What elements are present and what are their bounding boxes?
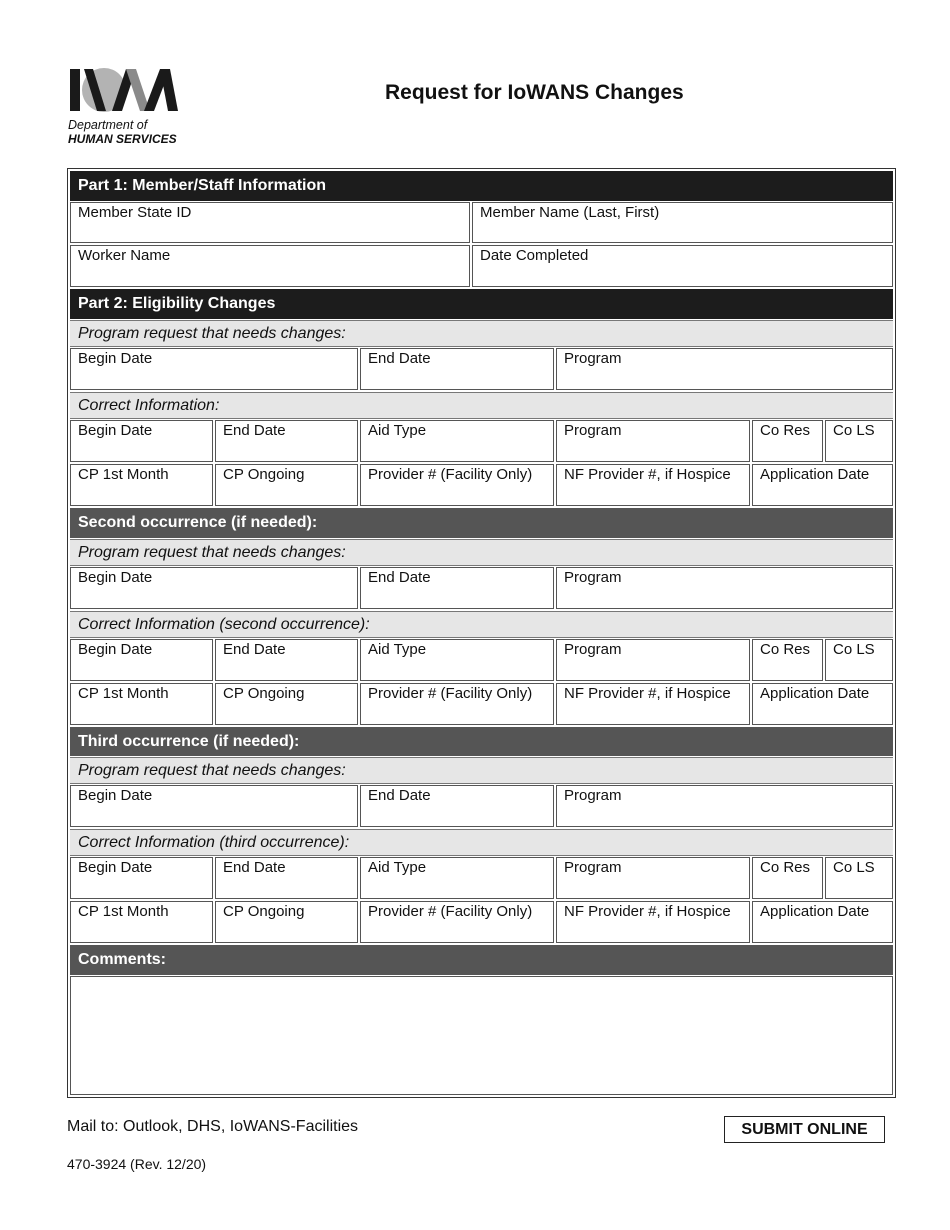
- part1-header: Part 1: Member/Staff Information: [70, 171, 893, 201]
- member-name-field[interactable]: Member Name (Last, First): [472, 202, 893, 243]
- logo-department-text: Department of: [68, 118, 148, 132]
- third-request-end-date[interactable]: End Date: [360, 785, 554, 827]
- third-cp-ongoing[interactable]: CP Ongoing: [215, 901, 358, 943]
- second-correct-aid-type[interactable]: Aid Type: [360, 639, 554, 681]
- second-cp-1st-month[interactable]: CP 1st Month: [70, 683, 213, 725]
- second-request-row: [70, 567, 893, 609]
- logo-agency-text: HUMAN SERVICES: [68, 132, 177, 146]
- mail-to-text: Mail to: Outlook, DHS, IoWANS-Facilities: [67, 1118, 359, 1135]
- second-correct-row-1: [70, 639, 893, 681]
- third-nf-provider-number[interactable]: NF Provider #, if Hospice: [556, 901, 750, 943]
- part2-correct-end-date[interactable]: End Date: [215, 420, 358, 462]
- third-provider-number[interactable]: Provider # (Facility Only): [360, 901, 554, 943]
- third-occurrence-header: Third occurrence (if needed):: [70, 727, 893, 756]
- part2-request-end-date[interactable]: End Date: [360, 348, 554, 390]
- part2-application-date[interactable]: Application Date: [752, 464, 893, 506]
- third-correct-program[interactable]: Program: [556, 857, 750, 899]
- third-correct-co-ls[interactable]: Co LS: [825, 857, 893, 899]
- second-cp-ongoing[interactable]: CP Ongoing: [215, 683, 358, 725]
- third-request-program[interactable]: Program: [556, 785, 893, 827]
- third-request-begin-date[interactable]: Begin Date: [70, 785, 358, 827]
- third-request-row: [70, 785, 893, 827]
- second-correct-co-res[interactable]: Co Res: [752, 639, 823, 681]
- part2-correct-co-ls[interactable]: Co LS: [825, 420, 893, 462]
- second-correct-co-ls[interactable]: Co LS: [825, 639, 893, 681]
- second-correct-row-2: [70, 683, 893, 725]
- second-nf-provider-number[interactable]: NF Provider #, if Hospice: [556, 683, 750, 725]
- part2-request-begin-date[interactable]: Begin Date: [70, 348, 358, 390]
- part2-correct-co-res[interactable]: Co Res: [752, 420, 823, 462]
- second-correct-begin-date[interactable]: Begin Date: [70, 639, 213, 681]
- part2-nf-provider-number[interactable]: NF Provider #, if Hospice: [556, 464, 750, 506]
- part2-correct-aid-type[interactable]: Aid Type: [360, 420, 554, 462]
- part2-correct-row-1: [70, 420, 893, 462]
- third-correct-begin-date[interactable]: Begin Date: [70, 857, 213, 899]
- page-title: Request for IoWANS Changes: [385, 81, 684, 104]
- second-request-end-date[interactable]: End Date: [360, 567, 554, 609]
- third-cp-1st-month[interactable]: CP 1st Month: [70, 901, 213, 943]
- date-completed-field[interactable]: Date Completed: [472, 245, 893, 287]
- part2-request-row: [70, 348, 893, 390]
- third-correct-row-2: [70, 901, 893, 943]
- third-application-date[interactable]: Application Date: [752, 901, 893, 943]
- part1-row-1: [70, 202, 893, 243]
- second-request-begin-date[interactable]: Begin Date: [70, 567, 358, 609]
- second-correct-info-label: Correct Information (second occurrence):: [70, 611, 893, 638]
- submit-online-button[interactable]: SUBMIT ONLINE: [724, 1116, 885, 1143]
- part2-correct-program[interactable]: Program: [556, 420, 750, 462]
- third-program-request-label: Program request that needs changes:: [70, 757, 893, 784]
- third-correct-end-date[interactable]: End Date: [215, 857, 358, 899]
- third-correct-info-label: Correct Information (third occurrence):: [70, 829, 893, 856]
- second-provider-number[interactable]: Provider # (Facility Only): [360, 683, 554, 725]
- member-state-id-field[interactable]: Member State ID: [70, 202, 470, 243]
- change-request-form: [67, 168, 896, 1098]
- part2-correct-info-label: Correct Information:: [70, 392, 893, 419]
- part2-correct-begin-date[interactable]: Begin Date: [70, 420, 213, 462]
- part1-row-2: [70, 245, 893, 287]
- part2-header: Part 2: Eligibility Changes: [70, 289, 893, 319]
- second-occurrence-header: Second occurrence (if needed):: [70, 508, 893, 538]
- part2-provider-number[interactable]: Provider # (Facility Only): [360, 464, 554, 506]
- second-request-program[interactable]: Program: [556, 567, 893, 609]
- part2-request-program[interactable]: Program: [556, 348, 893, 390]
- second-application-date[interactable]: Application Date: [752, 683, 893, 725]
- part2-cp-1st-month[interactable]: CP 1st Month: [70, 464, 213, 506]
- second-program-request-label: Program request that needs changes:: [70, 539, 893, 566]
- worker-name-field[interactable]: Worker Name: [70, 245, 470, 287]
- part2-correct-row-2: [70, 464, 893, 506]
- iowa-dhs-logo: [66, 66, 196, 148]
- third-correct-row-1: [70, 857, 893, 899]
- second-correct-program[interactable]: Program: [556, 639, 750, 681]
- part2-cp-ongoing[interactable]: CP Ongoing: [215, 464, 358, 506]
- third-correct-co-res[interactable]: Co Res: [752, 857, 823, 899]
- part2-program-request-label: Program request that needs changes:: [70, 320, 893, 347]
- comments-textarea[interactable]: [70, 976, 893, 1095]
- iowa-logo-mark: [66, 66, 181, 114]
- third-correct-aid-type[interactable]: Aid Type: [360, 857, 554, 899]
- comments-header: Comments:: [70, 945, 893, 975]
- second-correct-end-date[interactable]: End Date: [215, 639, 358, 681]
- form-number: 470-3924 (Rev. 12/20): [67, 1156, 207, 1172]
